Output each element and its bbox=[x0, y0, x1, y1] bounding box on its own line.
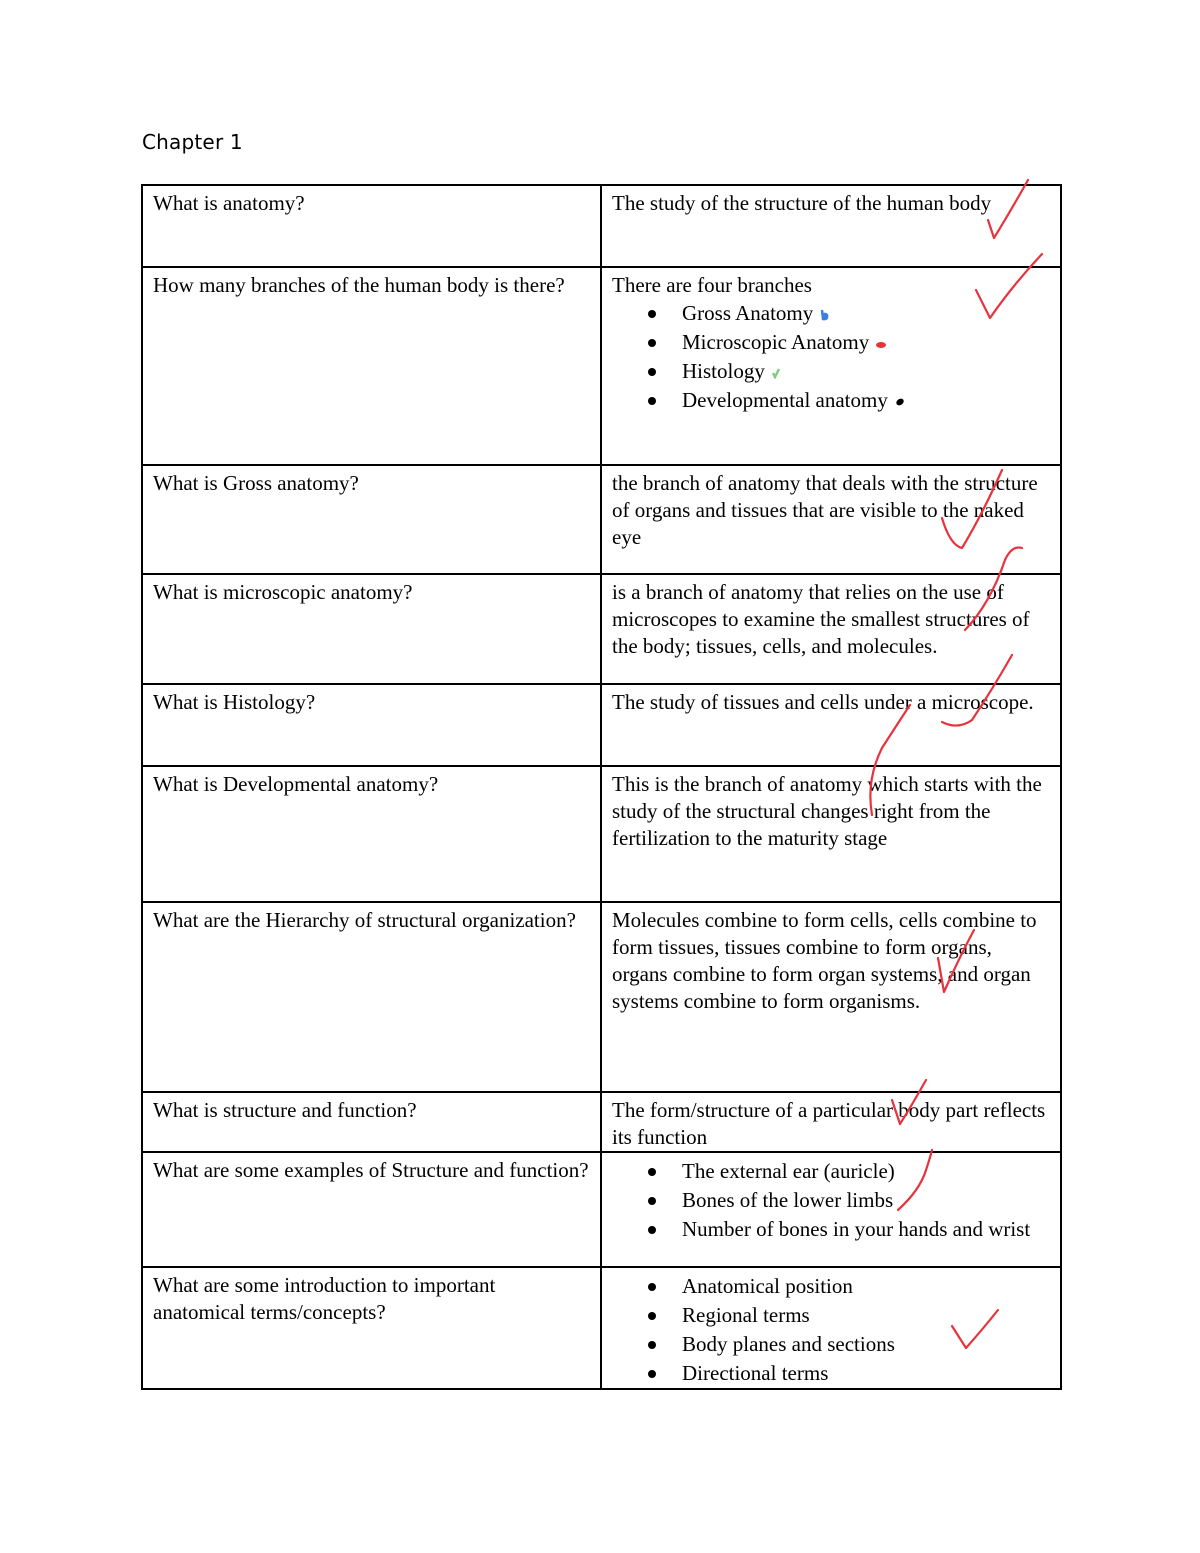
list-item: Directional terms bbox=[682, 1359, 1050, 1388]
question-cell: What is microscopic anatomy? bbox=[142, 574, 601, 684]
table-row bbox=[142, 267, 1061, 465]
question-cell: What is Histology? bbox=[142, 684, 601, 766]
answer-cell: The study of tissues and cells under a microscope. bbox=[601, 684, 1061, 766]
list-item: Body planes and sections bbox=[682, 1330, 1050, 1359]
list-item: Anatomical position bbox=[682, 1272, 1050, 1301]
list-item: Number of bones in your hands and wrist bbox=[682, 1215, 1050, 1244]
answer-cell bbox=[601, 267, 1061, 465]
answer-cell: The study of the structure of the human body bbox=[601, 185, 1061, 267]
answer-cell bbox=[601, 1152, 1061, 1267]
chapter-title: Chapter 1 bbox=[142, 130, 243, 154]
list-item: The external ear (auricle) bbox=[682, 1157, 1050, 1186]
answer-cell: The form/structure of a particular body part reflects its function bbox=[601, 1092, 1061, 1152]
list-item: Histology bbox=[682, 357, 1050, 386]
qa-table bbox=[141, 184, 1062, 1390]
list-item: Regional terms bbox=[682, 1301, 1050, 1330]
question-cell: What are some examples of Structure and function? bbox=[142, 1152, 601, 1267]
table-row bbox=[142, 465, 1061, 574]
answer-cell: This is the branch of anatomy which starts with the study of the structural changes right from the fertilization to the maturity stage bbox=[601, 766, 1061, 902]
answer-cell bbox=[601, 1267, 1061, 1389]
green-mark-icon bbox=[771, 367, 781, 379]
table-row bbox=[142, 902, 1061, 1092]
question-cell: How many branches of the human body is there? bbox=[142, 267, 601, 465]
black-mark-icon bbox=[894, 396, 906, 408]
answer-cell: is a branch of anatomy that relies on the use of microscopes to examine the smallest structures of the body; tissues, cells, and molecules. bbox=[601, 574, 1061, 684]
list-item: Bones of the lower limbs bbox=[682, 1186, 1050, 1215]
answer-cell: Molecules combine to form cells, cells combine to form tissues, tissues combine to form organs, organs combine to form organ systems, and organ systems combine to form organisms. bbox=[601, 902, 1061, 1092]
question-cell: What is anatomy? bbox=[142, 185, 601, 267]
table-row bbox=[142, 766, 1061, 902]
table-row bbox=[142, 1092, 1061, 1152]
blue-mark-icon bbox=[819, 308, 831, 322]
list-item: Microscopic Anatomy bbox=[682, 328, 1050, 357]
answer-intro: There are four branches bbox=[612, 273, 812, 297]
list-item: Gross Anatomy bbox=[682, 299, 1050, 328]
examples-list bbox=[612, 1157, 1050, 1244]
table-row bbox=[142, 185, 1061, 267]
question-cell: What are some introduction to important anatomical terms/concepts? bbox=[142, 1267, 601, 1389]
table-row bbox=[142, 1267, 1061, 1389]
table-row bbox=[142, 684, 1061, 766]
table-row bbox=[142, 574, 1061, 684]
question-cell: What are the Hierarchy of structural organization? bbox=[142, 902, 601, 1092]
table-row bbox=[142, 1152, 1061, 1267]
question-cell: What is structure and function? bbox=[142, 1092, 601, 1152]
question-cell: What is Gross anatomy? bbox=[142, 465, 601, 574]
question-cell: What is Developmental anatomy? bbox=[142, 766, 601, 902]
branches-list bbox=[612, 299, 1050, 415]
list-item: Developmental anatomy bbox=[682, 386, 1050, 415]
terms-list bbox=[612, 1272, 1050, 1388]
answer-cell: the branch of anatomy that deals with the structure of organs and tissues that are visible to the naked eye bbox=[601, 465, 1061, 574]
red-mark-icon bbox=[875, 339, 887, 349]
